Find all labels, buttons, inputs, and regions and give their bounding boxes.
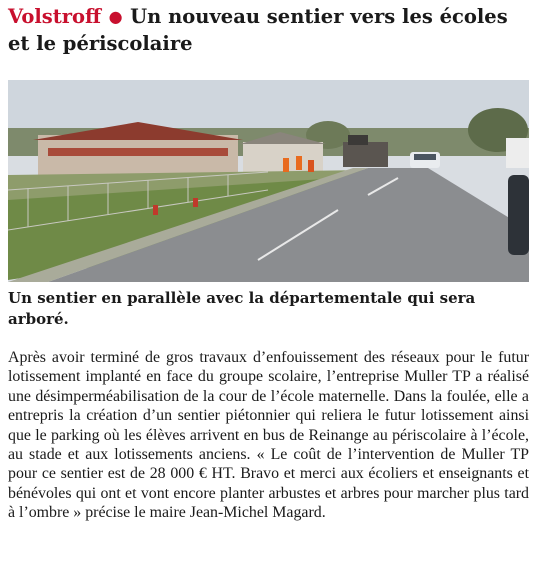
article-body: Après avoir terminé de gros travaux d’enfouissement des réseaux pour le futur lotissement implanté en face du groupe scolaire, l’entreprise Muller TP a réalisé une désimperméabilisation de la cour de l’école maternelle. Dans la foulée, elle a entrepris la création d’un sentier piétonnier qui reliera le futur lotissement ainsi que le parking où les élèves arrivent en bus de Reinange au périscolaire à l’école, au stade et aux lotissements anciens. « Le coût de l’intervention de Muller TP pour ce sentier est de 28 000 € HT. Bravo et merci aux écoliers et enseignants et bénévoles qui ont et vont encore planter arbustes et arbres pour marcher plus tard à l’ombre » précise le maire Jean-Michel Magard. [8,349,529,522]
headline [8,4,528,57]
road-scene-illustration [8,80,529,282]
kicker-location: Volstroff [8,5,102,28]
bullet-dot-icon: ● [103,7,129,26]
headline-title: Un nouveau sentier vers les écoles et le périscolaire [8,5,508,55]
photo-caption: Un sentier en parallèle avec la départementale qui sera arboré. [8,289,476,328]
article-photo [8,80,529,282]
